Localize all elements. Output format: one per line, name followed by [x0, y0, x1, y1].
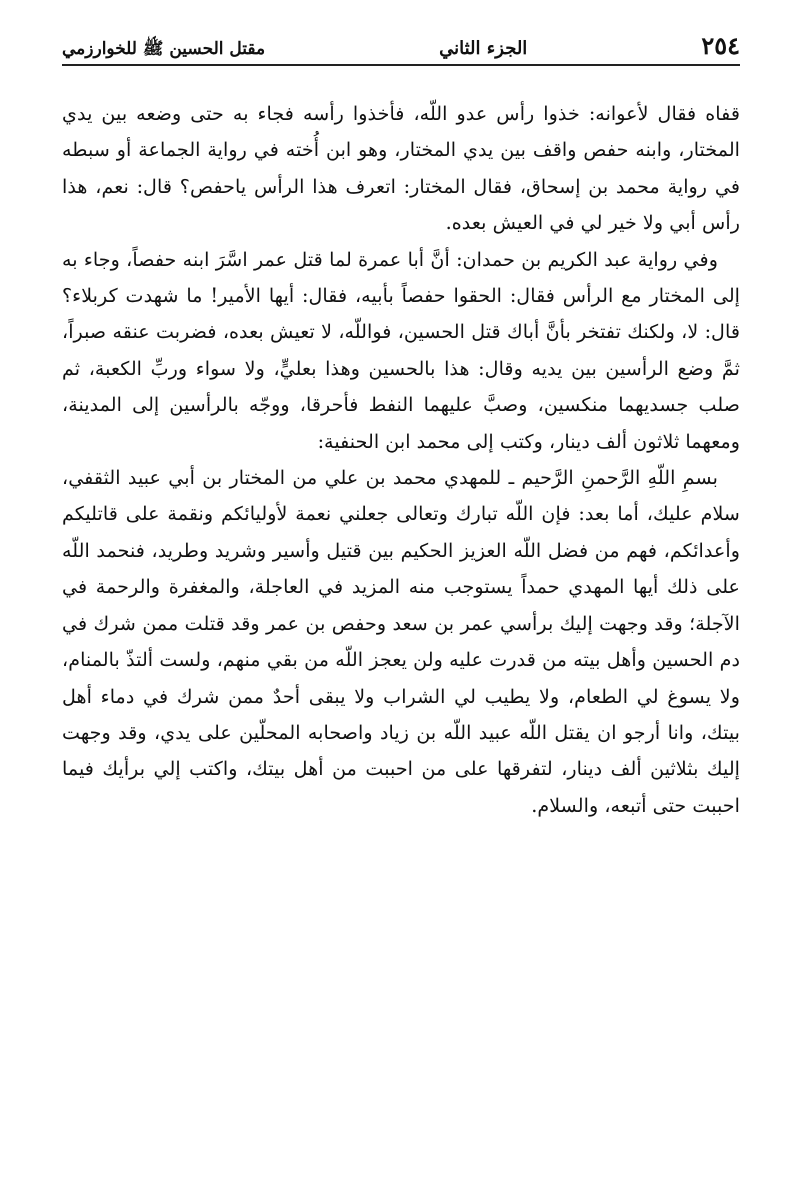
- paragraph-2: وفي رواية عبد الكريم بن حمدان: أنَّ أبا عمرة لما قتل عمر اسَّرَ ابنه حفصاً، وجاء به إلى المختار مع الرأس فقال: الحقوا حفصاً بأبيه، فقال: أيها الأمير! ما شهدت كربلاء؟ قال: لا، ولكنك تفتخر بأنَّ أباك قتل الحسين، فواللّه، لا تعيش بعده، فضربت عنقه صبراً، ثمَّ وضع الرأسين بين يديه وقال: هذا بالحسين وهذا بعليٍّ، ولا سواء وربِّ الكعبة، ثم صلب جسديهما منكسين، وصبَّ عليهما النفط فأحرقا، ووجّه بالرأسين إلى المدينة، ومعهما ثلاثون ألف دينار، وكتب إلى محمد ابن الحنفية:: [62, 247, 740, 453]
- part-title: الجزء الثاني: [439, 38, 528, 59]
- book-title: مقتل الحسين ﷺ للخوارزمي: [62, 39, 266, 59]
- running-header: [62, 26, 740, 66]
- page-number: ٢٥٤: [701, 31, 740, 60]
- main-text: [62, 96, 740, 824]
- paragraph-1: قفاه فقال لأعوانه: خذوا رأس عدو اللّه، فأخذوا رأسه فجاء به حتى وضعه بين يدي المختار، وابنه حفص واقف بين يدي المختار، وهو ابن أُخته في رواية الجماعة أو سبطه في رواية محمد بن إسحاق، فقال المختار: اتعرف هذا الرأس ياحفص؟ قال: نعم، هذا رأس أبي ولا خير لي في العيش بعده.: [62, 102, 740, 235]
- paragraph-3-letter: بسمِ اللّهِ الرَّحمنِ الرَّحيم ـ للمهدي محمد بن علي من المختار بن أبي عبيد الثقفي، سلام عليك، أما بعد: فإن اللّه تبارك وتعالى جعلني نعمة لأوليائكم ونقمة على قاتليكم وأعدائكم، فهم من فضل اللّه العزيز الحكيم بين قتيل وأسير وشريد وطريد، فنحمد اللّه على ذلك أيها المهدي حمداً يستوجب منه المزيد في العاجلة، والمغفرة والرحمة في الآجلة؛ وقد وجهت إليك برأسي عمر بن سعد وحفص بن عمر وقد قتلت ممن شرك في دم الحسين وأهل بيته من قدرت عليه ولن يعجز اللّه من بقي منهم، ولست ألتذّ بالمنام، ولا يسوغ لي الطعام، ولا يطيب لي الشراب ولا يبقى أحدٌ ممن شرك في دماء أهل بيتك، وانا أرجو ان يقتل اللّه عبيد اللّه بن زياد واصحابه المحلّين على يدي، وقد وجهت إليك بثلاثين ألف دينار، لتفرقها على من احببت من أهل بيتك، واكتب إلي برأيك فيما احببت حتى أتبعه، والسلام.: [62, 466, 740, 817]
